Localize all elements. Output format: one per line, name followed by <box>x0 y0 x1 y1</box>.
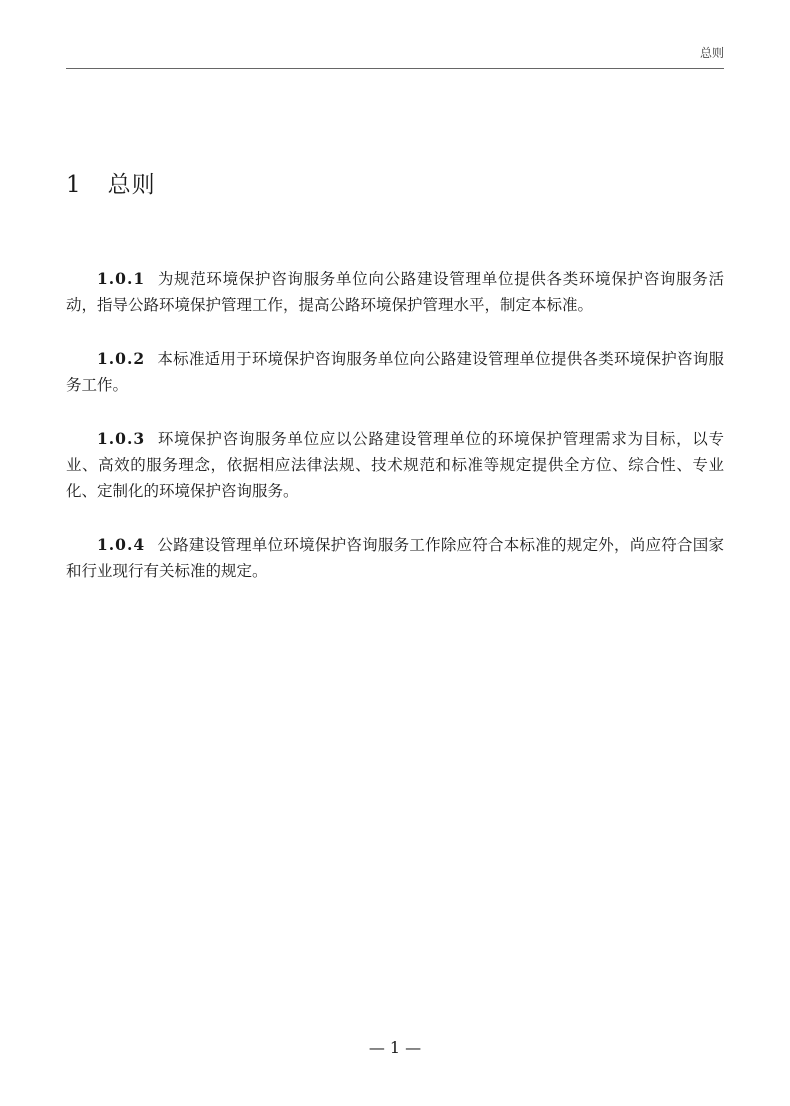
clause-1-0-2 <box>66 346 724 398</box>
clause-number: 1.0.4 <box>97 535 146 554</box>
clause-text: 公路建设管理单位环境保护咨询服务工作除应符合本标准的规定外，尚应符合国家和行业现行有关标准的规定。 <box>66 536 724 580</box>
running-header: 总则 <box>699 46 724 60</box>
chapter-title: 总则 <box>107 172 156 198</box>
clause-text: 环境保护咨询服务单位应以公路建设管理单位的环境保护管理需求为目标，以专业、高效的服务理念，依据相应法律法规、技术规范和标准等规定提供全方位、综合性、专业化、定制化的环境保护咨询服务。 <box>66 430 724 500</box>
clause-1-0-4 <box>66 532 724 584</box>
clause-1-0-1 <box>66 266 724 318</box>
page-number: — 1 — <box>368 1038 422 1057</box>
header-divider <box>66 68 724 69</box>
clause-text: 本标准适用于环境保护咨询服务单位向公路建设管理单位提供各类环境保护咨询服务工作。 <box>66 350 724 394</box>
clause-number: 1.0.2 <box>97 349 146 368</box>
clause-text: 为规范环境保护咨询服务单位向公路建设管理单位提供各类环境保护咨询服务活动，指导公路环境保护管理工作，提高公路环境保护管理水平，制定本标准。 <box>66 270 724 314</box>
chapter-heading <box>66 166 156 199</box>
clause-1-0-3 <box>66 426 724 504</box>
clause-list <box>66 266 724 612</box>
clause-number: 1.0.1 <box>97 269 146 288</box>
chapter-number: 1 <box>66 172 82 198</box>
clause-number: 1.0.3 <box>97 429 146 448</box>
